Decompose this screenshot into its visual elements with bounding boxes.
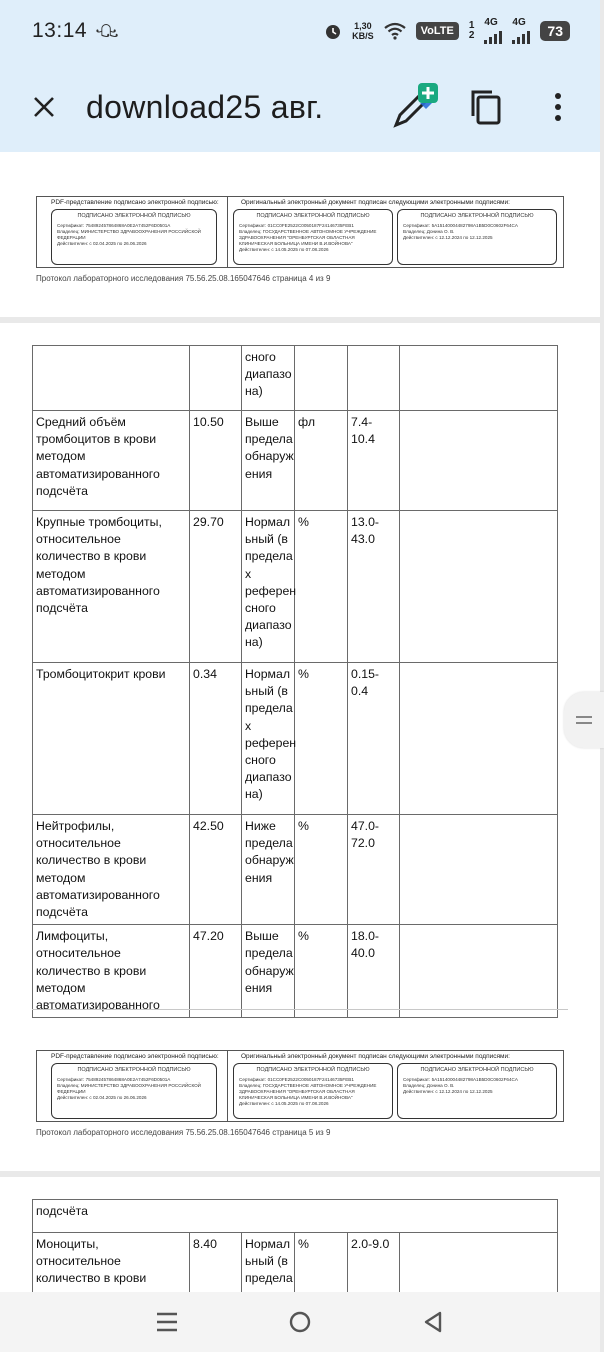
test-value: 0.34 (190, 663, 242, 815)
alarm-icon (324, 22, 342, 40)
test-note (400, 815, 558, 925)
stamp-owner: Владелец: Донина О. В. (403, 1083, 455, 1088)
stamp-cert: Сертификат: 5A15140004482798A1B5D0C0602F64CA (403, 223, 518, 228)
stamp-owner: Владелец: МИНИСТЕРСТВО ЗДРАВООХРАНЕНИЯ РОССИЙСКОЙ ФЕДЕРАЦИИ (57, 229, 201, 240)
menu-lines-icon (155, 1311, 179, 1333)
test-value: 10.50 (190, 411, 242, 511)
signature-stamp-2 (233, 209, 393, 265)
test-result: Выше предела обнаруж ения (242, 411, 295, 511)
stamp-title: ПОДПИСАНО ЭЛЕКТРОННОЙ ПОДПИСЬЮ (256, 1067, 370, 1073)
test-result: Нормал ьный (в предела (242, 1233, 295, 1333)
more-options-button[interactable] (530, 79, 586, 135)
home-circle-icon (288, 1310, 312, 1334)
back-button[interactable] (403, 1297, 463, 1347)
edit-button[interactable] (386, 79, 442, 135)
test-unit: % (295, 663, 348, 815)
home-button[interactable] (270, 1297, 330, 1347)
back-triangle-icon (422, 1310, 444, 1334)
sig-right-header: Оригинальный электронный документ подписан следующими электронными подписями: (241, 199, 510, 206)
test-ref: 7.4-10.4 (348, 411, 400, 511)
table-row (33, 925, 558, 1018)
test-unit: % (295, 925, 348, 1018)
net-speed-value: 1,30 (354, 21, 372, 31)
sig-right-header: Оригинальный электронный документ подписан следующими электронными подписями: (241, 1053, 510, 1060)
test-ref: 18.0-40.0 (348, 925, 400, 1018)
signature-block (36, 196, 564, 268)
stamp-cert: Сертификат: 01CC0FE2522C0050187F24146735FEB1 (239, 1077, 354, 1082)
test-note (400, 511, 558, 663)
test-ref: 47.0-72.0 (348, 815, 400, 925)
test-ref (348, 346, 400, 411)
table-row (33, 411, 558, 511)
test-unit: % (295, 511, 348, 663)
test-result: Ниже предела обнаруж ения (242, 815, 295, 925)
signature-block (36, 1050, 564, 1122)
signature-stamp-2 (233, 1063, 393, 1119)
test-result: Нормал ьный (в предела х референ сного диапазо на) (242, 511, 295, 663)
close-button[interactable] (14, 77, 74, 137)
signature-stamp-3 (397, 1063, 557, 1119)
test-name (33, 346, 190, 411)
document-view[interactable] (0, 152, 600, 1292)
scroll-handle[interactable] (564, 692, 604, 748)
copy-button[interactable] (458, 79, 514, 135)
stamp-owner: Владелец: МИНИСТЕРСТВО ЗДРАВООХРАНЕНИЯ РОССИЙСКОЙ ФЕДЕРАЦИИ (57, 1083, 201, 1094)
stamp-cert: Сертификат: 754892457864868A0E2A7452F6D0501A (57, 223, 171, 228)
protocol-line: Протокол лабораторного исследования 75.56.25.08.165047646 страница 4 из 9 (36, 274, 331, 283)
test-note (400, 663, 558, 815)
test-value: 29.70 (190, 511, 242, 663)
signature-stamp-1 (51, 1063, 217, 1119)
test-note (400, 411, 558, 511)
wifi-icon (384, 22, 406, 40)
test-name: Крупные тромбоциты, относительное количество в крови методом автоматизированного подсчёта (33, 511, 190, 663)
battery-level: 73 (540, 21, 570, 41)
pdf-page-5 (0, 323, 600, 1171)
stamp-valid: Действителен: с 12.12.2024 по 12.12.2025 (403, 1089, 493, 1094)
recents-button[interactable] (137, 1297, 197, 1347)
test-name: Моноциты, относительное количество в крови (33, 1233, 190, 1333)
stamp-cert: Сертификат: 01CC0FE2522C0050187F24146735FEB1 (239, 223, 354, 228)
test-unit: фл (295, 411, 348, 511)
stamp-owner: Владелец: ГОСУДАРСТВЕННОЕ АВТОНОМНОЕ УЧРЕЖДЕНИЕ ЗДРАВООХРАНЕНИЯ "ОРЕНБУРГСКАЯ ОБЛАСТНАЯ КЛИНИЧЕСКАЯ БОЛЬНИЦА ИМЕНИ В.И.ВОЙНОВА" (239, 229, 377, 246)
app-bar (0, 62, 600, 152)
stamp-owner: Владелец: ГОСУДАРСТВЕННОЕ АВТОНОМНОЕ УЧРЕЖДЕНИЕ ЗДРАВООХРАНЕНИЯ "ОРЕНБУРГСКАЯ ОБЛАСТНАЯ КЛИНИЧЕСКАЯ БОЛЬНИЦА ИМЕНИ В.И.ВОЙНОВА" (239, 1083, 377, 1100)
signature-stamp-3 (397, 209, 557, 265)
sim2-label: 2 (468, 30, 475, 41)
net-speed-unit: KB/S (352, 31, 374, 41)
test-unit: % (295, 815, 348, 925)
sim1-label: 1 (468, 20, 475, 31)
test-unit: % (295, 1233, 348, 1333)
test-name: подсчёта (33, 1200, 558, 1233)
stamp-valid: Действителен: с 14.05.2025 по 07.08.2026 (239, 1101, 329, 1106)
protocol-line: Протокол лабораторного исследования 75.56.25.08.165047646 страница 5 из 9 (36, 1128, 331, 1137)
test-result: сного диапазо на) (242, 346, 295, 411)
table-row (33, 346, 558, 411)
odnoklassniki-icon: ꘐ (95, 20, 119, 41)
test-name: Нейтрофилы, относительное количество в крови методом автоматизированного подсчёта (33, 815, 190, 925)
test-value: 47.20 (190, 925, 242, 1018)
test-ref: 13.0-43.0 (348, 511, 400, 663)
stamp-valid: Действителен: с 14.05.2025 по 07.08.2026 (239, 247, 329, 252)
drag-handle-icon (575, 714, 593, 726)
net2-type: 4G (512, 17, 526, 28)
status-bar (0, 0, 600, 62)
status-time: 13:14 (32, 19, 88, 42)
table-row (33, 815, 558, 925)
test-note (400, 925, 558, 1018)
test-result: Нормал ьный (в предела х референ сного диапазо на) (242, 663, 295, 815)
volte-badge: VoLTE (416, 22, 459, 40)
stamp-owner: Владелец: Донина О. В. (403, 229, 455, 234)
stamp-title: ПОДПИСАНО ЭЛЕКТРОННОЙ ПОДПИСЬЮ (256, 213, 370, 219)
stamp-title: ПОДПИСАНО ЭЛЕКТРОННОЙ ПОДПИСЬЮ (420, 1067, 534, 1073)
pen-plus-icon (388, 81, 440, 133)
sig-left-header: PDF-представление подписано электронной подписью: (51, 1053, 219, 1060)
stamp-title: ПОДПИСАНО ЭЛЕКТРОННОЙ ПОДПИСЬЮ (77, 213, 191, 219)
test-note (400, 346, 558, 411)
pdf-page-4-footer (0, 152, 600, 317)
test-value (190, 346, 242, 411)
table-row (33, 663, 558, 815)
test-value: 8.40 (190, 1233, 242, 1333)
test-name: Тромбоцитокрит крови (33, 663, 190, 815)
test-value: 42.50 (190, 815, 242, 925)
table-row (33, 1200, 558, 1233)
stamp-title: ПОДПИСАНО ЭЛЕКТРОННОЙ ПОДПИСЬЮ (77, 1067, 191, 1073)
signature-stamp-1 (51, 209, 217, 265)
navigation-bar (0, 1292, 600, 1352)
test-ref: 2.0-9.0 (348, 1233, 400, 1333)
test-unit (295, 346, 348, 411)
more-vert-icon (553, 92, 563, 122)
stamp-title: ПОДПИСАНО ЭЛЕКТРОННОЙ ПОДПИСЬЮ (420, 213, 534, 219)
stamp-valid: Действителен: с 02.04.2025 по 26.06.2026 (57, 1095, 147, 1100)
stamp-cert: Сертификат: 754892457864868A0E2A7452F6D0501A (57, 1077, 171, 1082)
test-result: Выше предела обнаруж ения (242, 925, 295, 1018)
table-row (33, 511, 558, 663)
document-title: download25 авг. (86, 88, 324, 125)
stamp-valid: Действителен: с 12.12.2024 по 12.12.2025 (403, 235, 493, 240)
test-name: Средний объём тромбоцитов в крови методом автоматизированного подсчёта (33, 411, 190, 511)
net1-type: 4G (484, 17, 498, 28)
test-name: Лимфоциты, относительное количество в крови методом автоматизированного (33, 925, 190, 1018)
close-icon (32, 95, 56, 119)
sig-left-header: PDF-представление подписано электронной подписью: (51, 199, 219, 206)
signal2-icon (512, 28, 530, 44)
stamp-cert: Сертификат: 5A15140004482798A1B5D0C0602F64CA (403, 1077, 518, 1082)
lab-results-table (32, 345, 558, 1018)
stamp-valid: Действителен: с 02.04.2025 по 26.06.2026 (57, 241, 147, 246)
test-ref: 0.15-0.4 (348, 663, 400, 815)
signal1-icon (484, 28, 502, 44)
copy-icon (469, 88, 503, 126)
